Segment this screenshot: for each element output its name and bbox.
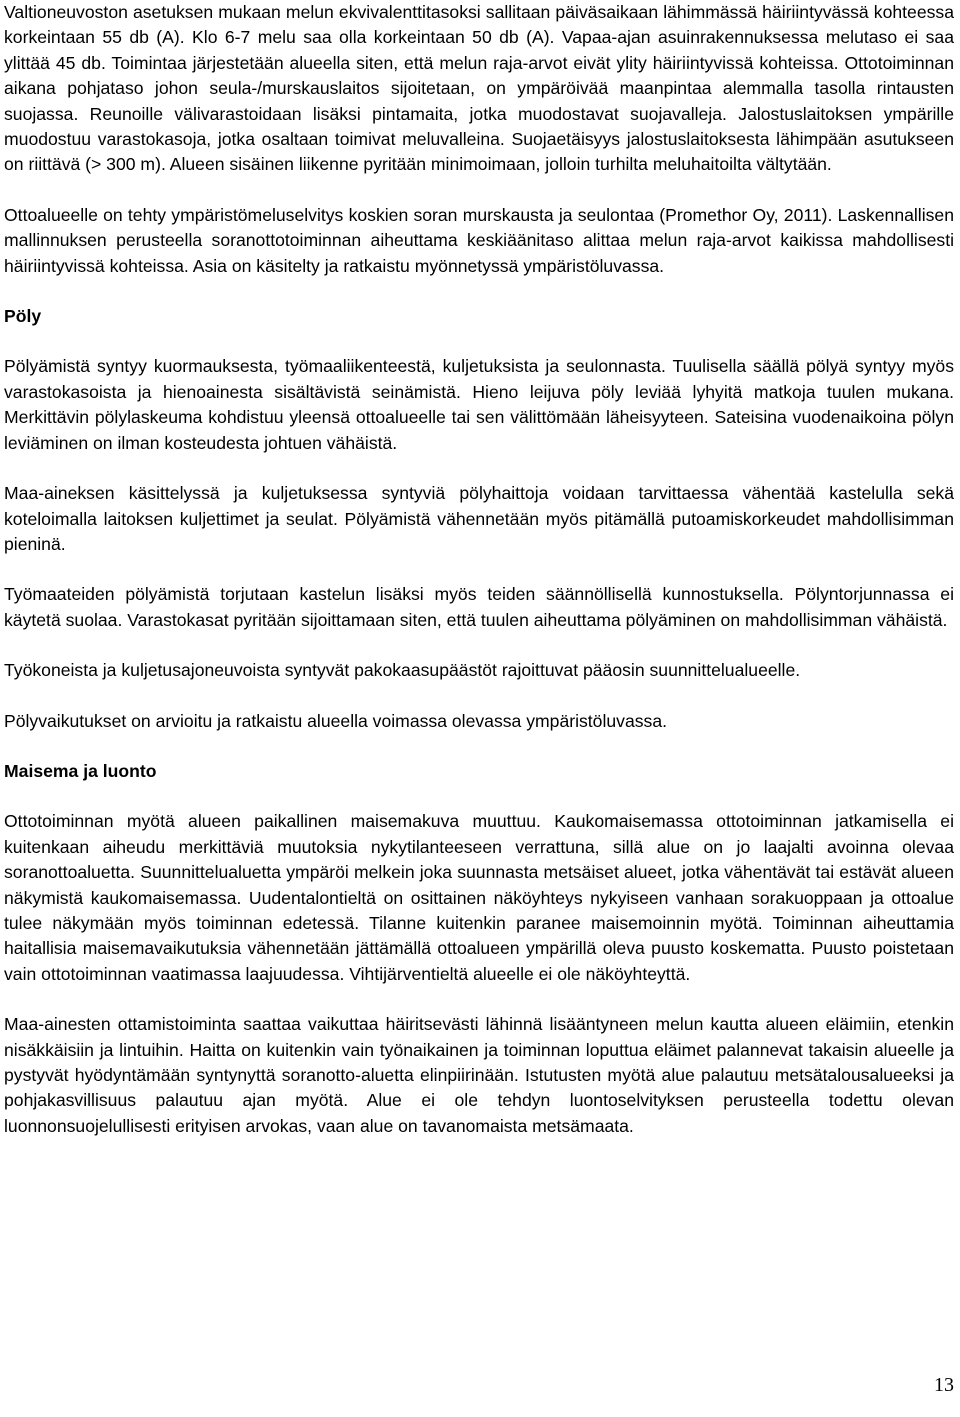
paragraph-dust-sources: Pölyämistä syntyy kuormauksesta, työmaaliikenteestä, kuljetuksista ja seulonnasta. Tuulisella säällä pölyä syntyy myös varastokasoista ja hienoainesta sisältävistä seinämistä. Hieno leijuva pöly leviää lyhyitä matkoja tuulen mukana. Merkittävin pölylaskeuma kohdistuu yleensä ottoalueelle tai sen välittömään läheisyyteen. Sateisina vuodenaikoina pölyn leviäminen on ilman kosteudesta johtuen vähäistä. <box>4 356 954 453</box>
paragraph-exhaust: Työkoneista ja kuljetusajoneuvoista syntyvät pakokaasupäästöt rajoittuvat pääosin suunnittelualueelle. <box>4 660 801 681</box>
paragraph-noise-limits: Valtioneuvoston asetuksen mukaan melun ekvivalenttitasoksi sallitaan päiväsaikaan lähimmässä häiriintyvässä kohteessa korkeintaan 55 db (A). Klo 6-7 melu saa olla korkeintaan 50 db (A). Vapaa-ajan asuinrakennuksessa melutaso ei saa ylittää 45 db. Toimintaa järjestetään alueella siten, että melun raja-arvot eivät ylity häiriintyvissä kohteissa. Ottotoiminnan aikana pohjataso johon seula-/murskauslaitos sijoitetaan, on ympäröivää maanpintaa alemmalla tasolla rintausten suojassa. Reunoille välivarastoidaan lisäksi pintamaita, jotka muodostavat suojavalleja. Jalostuslaitoksen ympärille muodostuu varastokasoja, jotka osaltaan toimivat meluvalleina. Suojaetäisyys jalostuslaitoksesta lähimpään asutukseen on riittävä (> 300 m). Alueen sisäinen liikenne pyritään minimoimaan, jolloin turhilta meluhaitoilta vältytään. <box>4 2 954 175</box>
heading-landscape-nature: Maisema ja luonto <box>4 760 157 781</box>
heading-dust: Pöly <box>4 306 42 327</box>
paragraph-road-dust: Työmaateiden pölyämistä torjutaan kastelun lisäksi myös teiden säännöllisellä kunnostuksella. Pölyntorjunnassa ei käytetä suolaa. Varastokasat pyritään sijoittamaan siten, että tuulen aiheuttama pölyäminen on mahdollisimman vähäistä. <box>4 584 954 630</box>
page-number: 13 <box>934 1374 954 1396</box>
paragraph-dust-mitigation: Maa-aineksen käsittelyssä ja kuljetuksessa syntyviä pölyhaittoja voidaan tarvittaessa vähentää kastelulla sekä koteloimalla laitoksen kuljettimet ja seulat. Pölyämistä vähennetään myös pitämällä putoamiskorkeudet mahdollisimman pieninä. <box>4 483 954 554</box>
document-page <box>4 0 954 1139</box>
paragraph-nature: Maa-ainesten ottamistoiminta saattaa vaikuttaa häiritsevästi lähinnä lisääntyneen melun kautta alueen eläimiin, etenkin nisäkkäisiin ja lintuihin. Haitta on kuitenkin vain työnaikainen ja toiminnan loputtua eläimet palannevat takaisin alueelle ja pystyvät hyödyntämään syntynyttä soranotto-aluetta elinpiirinään. Istutusten myötä alue palautuu metsätalousalueeksi ja pohjakasvillisuus palautuu ajan myötä. Alue ei ole tehdyn luontoselvityksen perusteella todettu olevan luonnonsuojelullisesti erityisen arvokas, vaan alue on tavanomaista metsämaata. <box>4 1014 954 1136</box>
paragraph-landscape: Ottotoiminnan myötä alueen paikallinen maisemakuva muuttuu. Kaukomaisemassa ottotoiminnan jatkamisella ei kuitenkaan aiheudu merkittäviä muutoksia nykytilanteeseen verrattuna, sillä alue on jo laajalti avoinna olevaa soranottoaluetta. Suunnittelualuetta ympäröi melkein joka suunnasta metsäiset alueet, jotka vähentävät tai estävät alueen näkymistä kaukomaisemassa. Uudentalontieltä on osittainen näköyhteys nykyiseen vanhaan sorakuoppaan ja ottoalue tulee näkymään myös toiminnan edetessä. Tilanne kuitenkin paranee maisemoinnin myötä. Toiminnan aiheuttamia haitallisia maisemavaikutuksia vähennetään jättämällä ottoalueen ympärillä oleva puusto koskematta. Puusto poistetaan vain ottotoiminnan vaatimassa laajuudessa. Vihtijärventieltä alueelle ei ole näköyhteyttä. <box>4 811 954 984</box>
paragraph-dust-permit: Pölyvaikutukset on arvioitu ja ratkaistu alueella voimassa olevassa ympäristöluvassa. <box>4 710 668 731</box>
paragraph-noise-survey: Ottoalueelle on tehty ympäristömeluselvitys koskien soran murskausta ja seulontaa (Promethor Oy, 2011). Laskennallisen mallinnuksen perusteella soranottotoiminnan aiheuttama keskiäänitaso alittaa melun raja-arvot kaikissa mahdollisesti häiriintyvissä kohteissa. Asia on käsitelty ja ratkaistu myönnetyssä ympäristöluvassa. <box>4 204 954 276</box>
